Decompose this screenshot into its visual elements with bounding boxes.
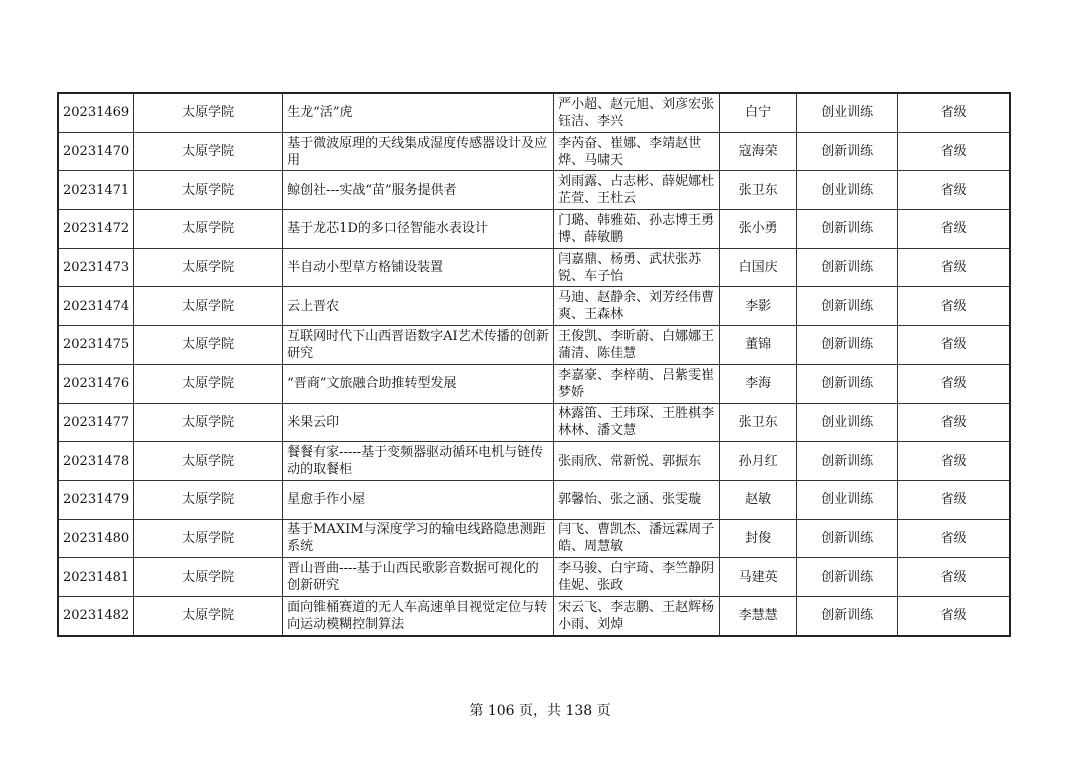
table-row — [58, 519, 1010, 558]
table-row — [58, 442, 1010, 481]
training-type-cell: 创新训练 — [797, 519, 898, 558]
training-type-cell: 创新训练 — [797, 558, 898, 597]
project-id-cell: 20231480 — [58, 519, 134, 558]
training-type-cell: 创新训练 — [797, 287, 898, 326]
project-title-cell: 基于微波原理的天线集成湿度传感器设计及应用 — [283, 132, 554, 171]
members-cell: 郭馨怡、张之涵、张雯璇 — [554, 480, 720, 519]
advisor-cell: 白宁 — [720, 93, 797, 132]
level-cell: 省级 — [898, 596, 1011, 635]
project-title-cell: 星愈手作小屋 — [283, 480, 554, 519]
advisor-cell: 张小勇 — [720, 210, 797, 249]
training-type-cell: 创新训练 — [797, 210, 898, 249]
level-cell: 省级 — [898, 326, 1011, 365]
project-id-cell: 20231479 — [58, 480, 134, 519]
project-title-cell: 互联网时代下山西晋语数字AI艺术传播的创新研究 — [283, 326, 554, 365]
school-cell: 太原学院 — [134, 519, 283, 558]
members-cell: 闫飞、曹凯杰、潘远霖周子皓、周慧敏 — [554, 519, 720, 558]
table-row — [58, 248, 1010, 287]
project-id-cell: 20231476 — [58, 364, 134, 403]
table-row — [58, 403, 1010, 442]
level-cell: 省级 — [898, 442, 1011, 481]
school-cell: 太原学院 — [134, 287, 283, 326]
school-cell: 太原学院 — [134, 364, 283, 403]
advisor-cell: 李海 — [720, 364, 797, 403]
table-row — [58, 596, 1010, 635]
training-type-cell: 创新训练 — [797, 132, 898, 171]
table-row — [58, 210, 1010, 249]
training-type-cell: 创新训练 — [797, 326, 898, 365]
page-footer: 第 106 页，共 138 页 — [469, 703, 611, 719]
project-id-cell: 20231482 — [58, 596, 134, 635]
table-row — [58, 171, 1010, 210]
project-id-cell: 20231474 — [58, 287, 134, 326]
project-title-cell: 鲸创社---实战“苗”服务提供者 — [283, 171, 554, 210]
school-cell: 太原学院 — [134, 93, 283, 132]
school-cell: 太原学院 — [134, 248, 283, 287]
advisor-cell: 董锦 — [720, 326, 797, 365]
members-cell: 李芮奋、崔娜、李靖赵世烨、马啸天 — [554, 132, 720, 171]
table-row — [58, 480, 1010, 519]
training-type-cell: 创新训练 — [797, 364, 898, 403]
training-type-cell: 创业训练 — [797, 480, 898, 519]
project-id-cell: 20231470 — [58, 132, 134, 171]
level-cell: 省级 — [898, 248, 1011, 287]
project-title-cell: 晋山晋曲----基于山西民歌影音数据可视化的创新研究 — [283, 558, 554, 597]
training-type-cell: 创业训练 — [797, 171, 898, 210]
training-type-cell: 创业训练 — [797, 93, 898, 132]
project-title-cell: “晋商”文旅融合助推转型发展 — [283, 364, 554, 403]
project-title-cell: 云上晋农 — [283, 287, 554, 326]
training-type-cell: 创新训练 — [797, 248, 898, 287]
members-cell: 张雨欣、常新悦、郭振东 — [554, 442, 720, 481]
school-cell: 太原学院 — [134, 132, 283, 171]
project-id-cell: 20231469 — [58, 93, 134, 132]
level-cell: 省级 — [898, 480, 1011, 519]
members-cell: 马迪、赵静余、刘芳经伟曹爽、王森林 — [554, 287, 720, 326]
advisor-cell: 孙月红 — [720, 442, 797, 481]
school-cell: 太原学院 — [134, 558, 283, 597]
level-cell: 省级 — [898, 403, 1011, 442]
school-cell: 太原学院 — [134, 171, 283, 210]
advisor-cell: 马建英 — [720, 558, 797, 597]
school-cell: 太原学院 — [134, 210, 283, 249]
advisor-cell: 李慧慧 — [720, 596, 797, 635]
members-cell: 门璐、韩雅茹、孙志博王勇博、薛敏鹏 — [554, 210, 720, 249]
project-id-cell: 20231477 — [58, 403, 134, 442]
table-row — [58, 364, 1010, 403]
table-row — [58, 326, 1010, 365]
table-row — [58, 132, 1010, 171]
advisor-cell: 张卫东 — [720, 403, 797, 442]
table-row — [58, 93, 1010, 132]
project-title-cell: 基于龙芯1D的多口径智能水表设计 — [283, 210, 554, 249]
advisor-cell: 封俊 — [720, 519, 797, 558]
members-cell: 严小超、赵元旭、刘彦宏张钰洁、李兴 — [554, 93, 720, 132]
project-title-cell: 米果云印 — [283, 403, 554, 442]
project-title-cell: 面向锥桶赛道的无人车高速单目视觉定位与转向运动模糊控制算法 — [283, 596, 554, 635]
members-cell: 闫嘉鼎、杨勇、武状张苏锐、车子怡 — [554, 248, 720, 287]
table-row — [58, 287, 1010, 326]
members-cell: 李马骏、白宇琦、李竺静阴佳妮、张政 — [554, 558, 720, 597]
level-cell: 省级 — [898, 171, 1011, 210]
members-cell: 宋云飞、李志鹏、王赵辉杨小雨、刘焯 — [554, 596, 720, 635]
project-id-cell: 20231473 — [58, 248, 134, 287]
school-cell: 太原学院 — [134, 442, 283, 481]
project-table — [57, 92, 1011, 637]
project-title-cell: 半自动小型草方格铺设装置 — [283, 248, 554, 287]
advisor-cell: 李影 — [720, 287, 797, 326]
project-id-cell: 20231478 — [58, 442, 134, 481]
school-cell: 太原学院 — [134, 326, 283, 365]
level-cell: 省级 — [898, 93, 1011, 132]
level-cell: 省级 — [898, 558, 1011, 597]
level-cell: 省级 — [898, 364, 1011, 403]
members-cell: 李嘉豪、李梓萌、吕紫雯崔梦娇 — [554, 364, 720, 403]
advisor-cell: 张卫东 — [720, 171, 797, 210]
training-type-cell: 创业训练 — [797, 403, 898, 442]
level-cell: 省级 — [898, 210, 1011, 249]
members-cell: 刘雨露、占志彬、薛妮娜杜芷萱、王杜云 — [554, 171, 720, 210]
training-type-cell: 创新训练 — [797, 596, 898, 635]
project-id-cell: 20231471 — [58, 171, 134, 210]
level-cell: 省级 — [898, 287, 1011, 326]
project-title-cell: 基于MAXIM与深度学习的输电线路隐患测距系统 — [283, 519, 554, 558]
training-type-cell: 创新训练 — [797, 442, 898, 481]
level-cell: 省级 — [898, 519, 1011, 558]
advisor-cell: 寇海荣 — [720, 132, 797, 171]
advisor-cell: 白国庆 — [720, 248, 797, 287]
advisor-cell: 赵敏 — [720, 480, 797, 519]
project-id-cell: 20231475 — [58, 326, 134, 365]
school-cell: 太原学院 — [134, 480, 283, 519]
level-cell: 省级 — [898, 132, 1011, 171]
members-cell: 王俊凯、李昕蔚、白娜娜王蒲清、陈佳慧 — [554, 326, 720, 365]
project-title-cell: 餐餐有家-----基于变频器驱动循环电机与链传动的取餐柜 — [283, 442, 554, 481]
table-row — [58, 558, 1010, 597]
project-id-cell: 20231472 — [58, 210, 134, 249]
project-id-cell: 20231481 — [58, 558, 134, 597]
project-title-cell: 生龙“活”虎 — [283, 93, 554, 132]
school-cell: 太原学院 — [134, 596, 283, 635]
members-cell: 林露笛、王玮琛、王胜棋李林林、潘文慧 — [554, 403, 720, 442]
school-cell: 太原学院 — [134, 403, 283, 442]
